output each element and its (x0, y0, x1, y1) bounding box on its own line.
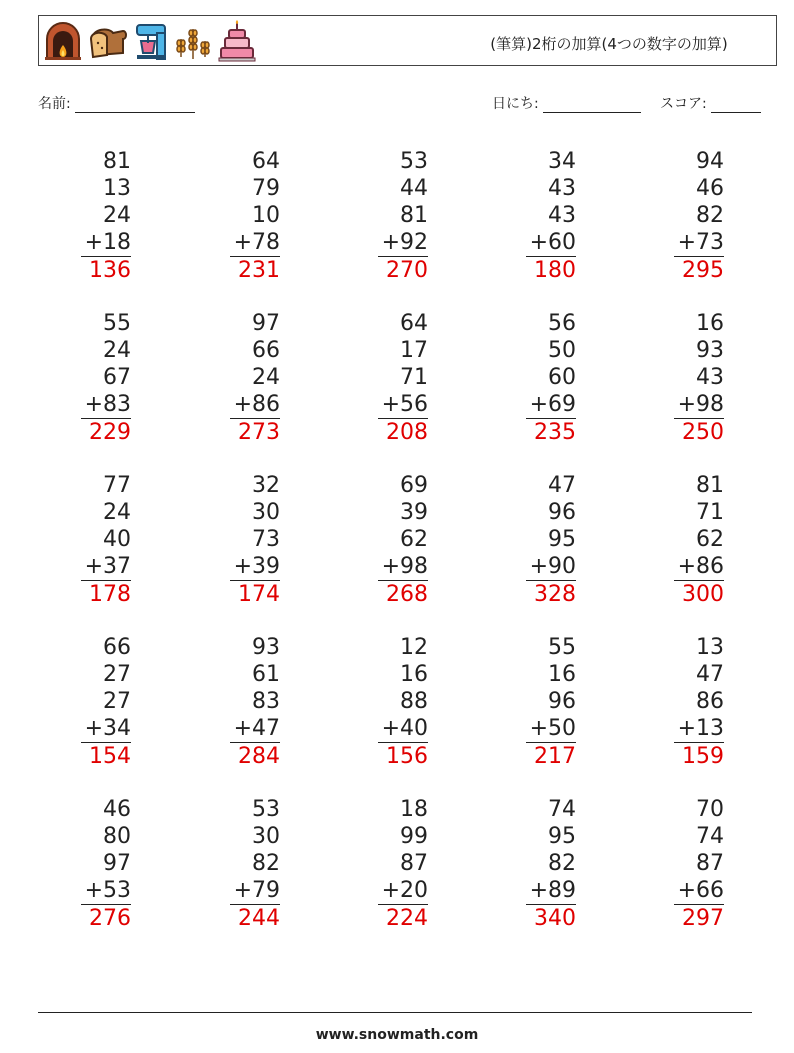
oven-icon (43, 21, 83, 61)
addend: +13 (677, 716, 724, 741)
problem-item (644, 148, 724, 284)
addend: 67 (103, 365, 131, 390)
addend: 39 (400, 500, 428, 525)
addend: 82 (548, 851, 576, 876)
addend: +92 (381, 230, 428, 255)
addend: 71 (696, 500, 724, 525)
addend: 53 (252, 797, 280, 822)
answer: 295 (674, 256, 724, 284)
problem-item (496, 796, 576, 932)
addend: 16 (696, 311, 724, 336)
answer: 159 (674, 742, 724, 770)
problem-item (644, 796, 724, 932)
name-blank[interactable] (75, 98, 195, 113)
answer: 154 (81, 742, 131, 770)
addend: +83 (84, 392, 131, 417)
problem-item (51, 634, 131, 770)
addend: 13 (696, 635, 724, 660)
addend: 97 (103, 851, 131, 876)
addend: 95 (548, 527, 576, 552)
addend: 64 (252, 149, 280, 174)
problem-item (348, 472, 428, 608)
addend: +66 (677, 878, 724, 903)
answer: 217 (526, 742, 576, 770)
addend: +20 (381, 878, 428, 903)
addend: 34 (548, 149, 576, 174)
addend: 40 (103, 527, 131, 552)
addend: +40 (381, 716, 428, 741)
addend: +86 (233, 392, 280, 417)
problem-item (496, 472, 576, 608)
addend: +86 (677, 554, 724, 579)
addend: 24 (252, 365, 280, 390)
problem-item (348, 634, 428, 770)
layer-cake-icon (217, 20, 257, 62)
addend: 82 (252, 851, 280, 876)
addend: +90 (529, 554, 576, 579)
addend: 79 (252, 176, 280, 201)
addend: 81 (696, 473, 724, 498)
addend: 87 (696, 851, 724, 876)
answer: 297 (674, 904, 724, 932)
addend: 18 (400, 797, 428, 822)
addend: 73 (252, 527, 280, 552)
name-label: 名前: (38, 96, 71, 112)
problem-item (496, 310, 576, 446)
addend: 88 (400, 689, 428, 714)
problem-item (200, 796, 280, 932)
date-field (492, 93, 641, 113)
problem-item (51, 472, 131, 608)
answer: 328 (526, 580, 576, 608)
addend: 17 (400, 338, 428, 363)
addend: 53 (400, 149, 428, 174)
answer: 208 (378, 418, 428, 446)
addend: 30 (252, 824, 280, 849)
addend: +34 (84, 716, 131, 741)
addend: 62 (400, 527, 428, 552)
stand-mixer-icon (133, 21, 169, 61)
answer: 229 (81, 418, 131, 446)
answer: 156 (378, 742, 428, 770)
addend: 43 (548, 203, 576, 228)
wheat-icon (173, 21, 213, 61)
date-blank[interactable] (543, 98, 641, 113)
addend: 32 (252, 473, 280, 498)
addend: +39 (233, 554, 280, 579)
addend: 27 (103, 689, 131, 714)
addend: 30 (252, 500, 280, 525)
addend: +98 (677, 392, 724, 417)
addend: 62 (696, 527, 724, 552)
answer: 270 (378, 256, 428, 284)
addend: +73 (677, 230, 724, 255)
addend: 24 (103, 500, 131, 525)
problem-item (51, 796, 131, 932)
addend: 13 (103, 176, 131, 201)
answer: 235 (526, 418, 576, 446)
answer: 180 (526, 256, 576, 284)
addend: 71 (400, 365, 428, 390)
answer: 273 (230, 418, 280, 446)
addend: 47 (696, 662, 724, 687)
addend: 46 (103, 797, 131, 822)
addend: 86 (696, 689, 724, 714)
addend: 10 (252, 203, 280, 228)
addend: 80 (103, 824, 131, 849)
addend: +69 (529, 392, 576, 417)
addend: 99 (400, 824, 428, 849)
page-title: (筆算)2桁の加算(4つの数字の加算) (490, 35, 728, 53)
answer: 300 (674, 580, 724, 608)
answer: 174 (230, 580, 280, 608)
problem-item (348, 796, 428, 932)
addend: +56 (381, 392, 428, 417)
addend: 47 (548, 473, 576, 498)
score-label: スコア: (660, 96, 707, 112)
addend: 97 (252, 311, 280, 336)
problem-item (348, 310, 428, 446)
addend: 50 (548, 338, 576, 363)
addend: 66 (252, 338, 280, 363)
addend: +53 (84, 878, 131, 903)
problem-item (348, 148, 428, 284)
answer: 340 (526, 904, 576, 932)
addend: 81 (400, 203, 428, 228)
addend: 43 (696, 365, 724, 390)
footer-rule (38, 1012, 752, 1013)
addend: 46 (696, 176, 724, 201)
addend: +79 (233, 878, 280, 903)
addend: 83 (252, 689, 280, 714)
addend: 93 (696, 338, 724, 363)
answer: 244 (230, 904, 280, 932)
addend: 70 (696, 797, 724, 822)
name-field (38, 93, 195, 113)
addend: 16 (400, 662, 428, 687)
addend: 77 (103, 473, 131, 498)
answer: 276 (81, 904, 131, 932)
addend: 66 (103, 635, 131, 660)
problem-item (51, 148, 131, 284)
addend: 43 (548, 176, 576, 201)
addend: +18 (84, 230, 131, 255)
bread-icon (87, 21, 129, 61)
addend: 60 (548, 365, 576, 390)
problem-item (200, 634, 280, 770)
addend: 56 (548, 311, 576, 336)
addend: 96 (548, 500, 576, 525)
addend: 61 (252, 662, 280, 687)
problem-item (496, 148, 576, 284)
addend: +98 (381, 554, 428, 579)
addend: +50 (529, 716, 576, 741)
addend: +37 (84, 554, 131, 579)
addend: 74 (548, 797, 576, 822)
date-label: 日にち: (492, 96, 539, 112)
header-icons (43, 20, 257, 62)
answer: 250 (674, 418, 724, 446)
addend: 93 (252, 635, 280, 660)
addend: 55 (103, 311, 131, 336)
answer: 268 (378, 580, 428, 608)
problem-item (496, 634, 576, 770)
addend: 74 (696, 824, 724, 849)
problem-item (644, 634, 724, 770)
problem-item (200, 148, 280, 284)
addend: 27 (103, 662, 131, 687)
score-blank[interactable] (711, 98, 761, 113)
addend: 96 (548, 689, 576, 714)
addend: +47 (233, 716, 280, 741)
addend: +78 (233, 230, 280, 255)
problem-item (200, 472, 280, 608)
addend: 16 (548, 662, 576, 687)
addend: 82 (696, 203, 724, 228)
addend: 87 (400, 851, 428, 876)
addend: 64 (400, 311, 428, 336)
answer: 224 (378, 904, 428, 932)
answer: 284 (230, 742, 280, 770)
addend: 24 (103, 338, 131, 363)
addend: 55 (548, 635, 576, 660)
problem-item (644, 310, 724, 446)
addend: 12 (400, 635, 428, 660)
addend: 94 (696, 149, 724, 174)
addend: 81 (103, 149, 131, 174)
header-box (38, 15, 777, 66)
addend: 95 (548, 824, 576, 849)
answer: 231 (230, 256, 280, 284)
addend: 24 (103, 203, 131, 228)
problem-item (200, 310, 280, 446)
answer: 178 (81, 580, 131, 608)
addend: +89 (529, 878, 576, 903)
problem-item (644, 472, 724, 608)
addend: +60 (529, 230, 576, 255)
addend: 69 (400, 473, 428, 498)
answer: 136 (81, 256, 131, 284)
problem-item (51, 310, 131, 446)
score-field (660, 93, 761, 113)
addend: 44 (400, 176, 428, 201)
footer-site: www.snowmath.com (315, 1027, 479, 1043)
